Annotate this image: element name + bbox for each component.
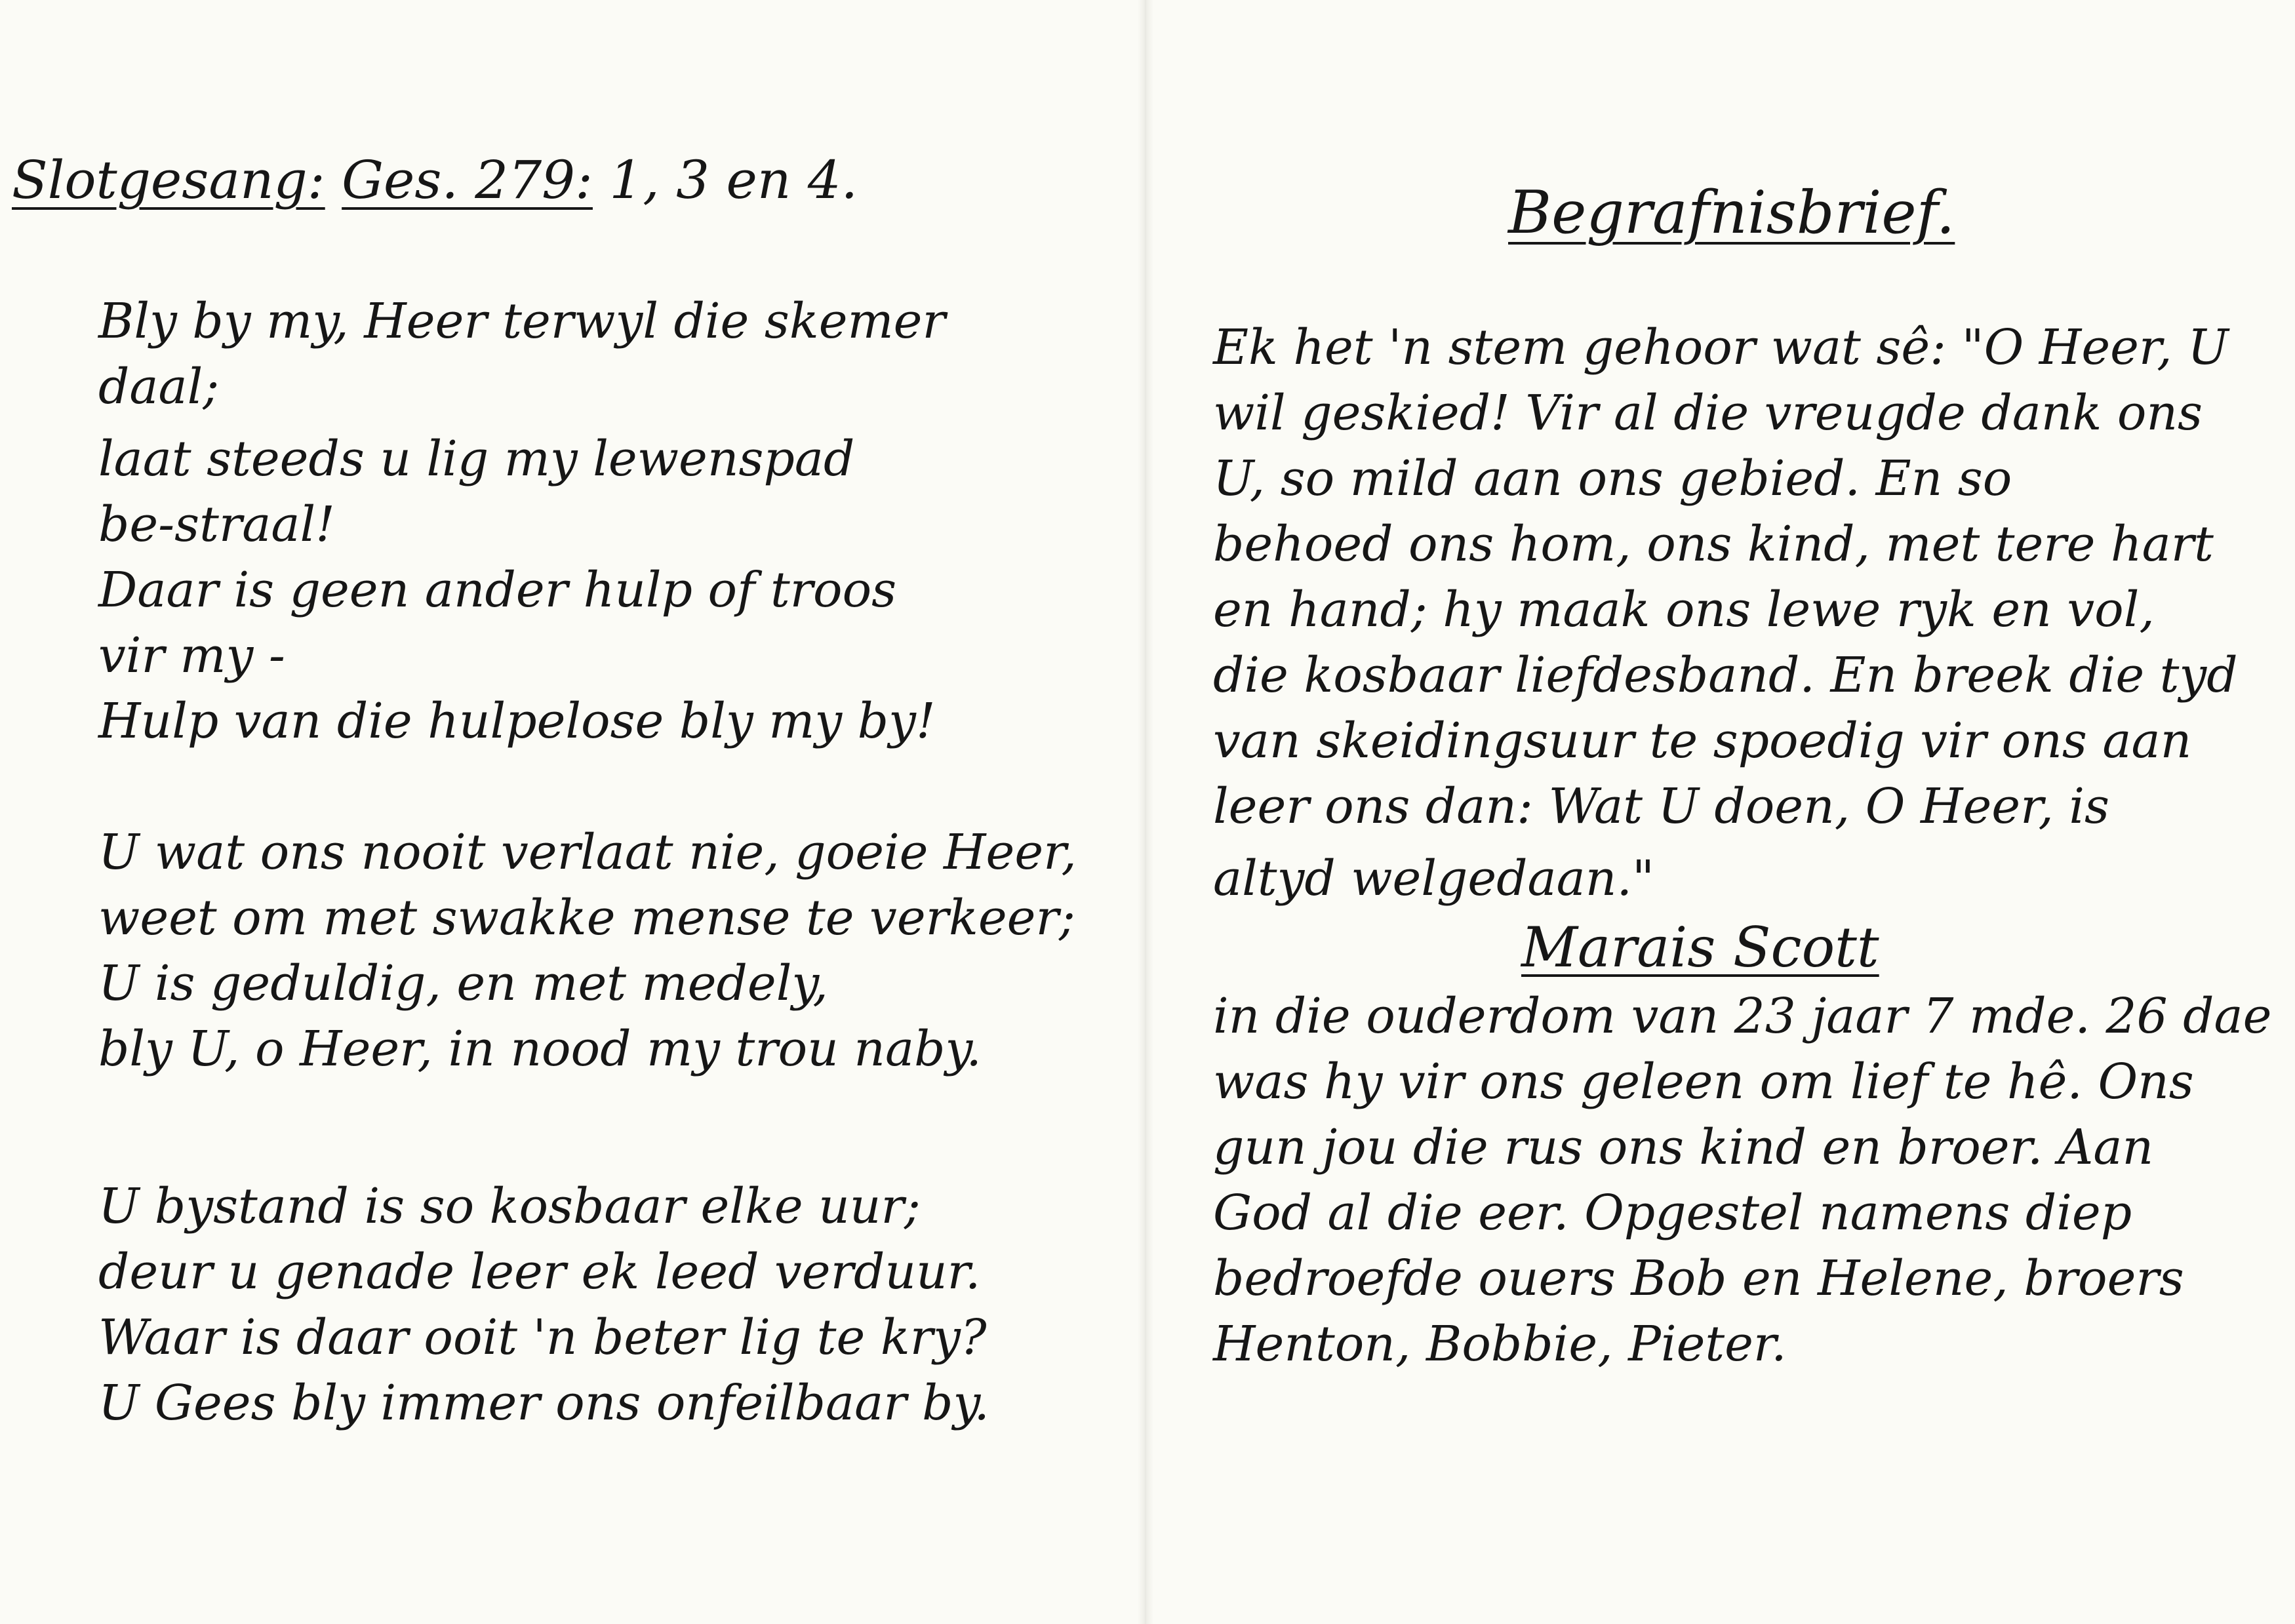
stanza-1-line-4: be-straal! xyxy=(98,496,335,553)
letter-line-4: behoed ons hom, ons kind, met tere hart xyxy=(1213,516,2214,572)
letter-line-2: wil geskied! Vir al die vreugde dank ons xyxy=(1213,385,2203,441)
hymn-heading-label: Slotgesang: xyxy=(12,149,325,210)
closing-line-1: in die ouderdom van 23 jaar 7 mde. 26 dae xyxy=(1213,988,2272,1044)
stanza-2-line-1: U wat ons nooit verlaat nie, goeie Heer, xyxy=(98,824,1077,881)
right-page xyxy=(1154,0,2295,1624)
closing-line-2: was hy vir ons geleen om lief te hê. Ons xyxy=(1213,1054,2194,1110)
hymn-reference: Ges. 279: xyxy=(342,149,593,210)
stanza-2-line-4: bly U, o Heer, in nood my trou naby. xyxy=(98,1021,982,1077)
closing-line-3: gun jou die rus ons kind en broer. Aan xyxy=(1213,1119,2154,1176)
closing-line-6: Henton, Bobbie, Pieter. xyxy=(1213,1316,1787,1372)
stanza-3-line-1: U bystand is so kosbaar elke uur; xyxy=(98,1178,921,1235)
letter-line-5: en hand; hy maak ons lewe ryk en vol, xyxy=(1213,582,2155,638)
letter-line-3: U, so mild aan ons gebied. En so xyxy=(1213,450,2012,507)
letter-line-7: van skeidingsuur te spoedig vir ons aan xyxy=(1213,713,2192,769)
hymn-heading xyxy=(12,141,858,220)
letter-line-6: die kosbaar liefdesband. En breek die tyd xyxy=(1213,647,2238,703)
letter-line-9: altyd welgedaan." xyxy=(1213,850,1655,907)
stanza-2-line-2: weet om met swakke mense te verkeer; xyxy=(98,890,1075,946)
stanza-1-line-6: vir my - xyxy=(98,627,285,684)
letter-line-8: leer ons dan: Wat U doen, O Heer, is xyxy=(1213,778,2110,835)
stanza-2-line-3: U is geduldig, en met medely, xyxy=(98,955,828,1012)
letter-line-1: Ek het 'n stem gehoor wat sê: "O Heer, U xyxy=(1213,319,2229,376)
stanza-1-line-5: Daar is geen ander hulp of troos xyxy=(98,562,897,618)
deceased-name: Marais Scott xyxy=(1521,915,1879,980)
letter-heading: Begrafnisbrief. xyxy=(1508,178,1955,247)
stanza-3-line-2: deur u genade leer ek leed verduur. xyxy=(98,1244,981,1300)
stanza-1-line-3: laat steeds u lig my lewenspad xyxy=(98,431,855,487)
hymn-verses: 1, 3 en 4. xyxy=(609,149,858,210)
stanza-1-line-1: Bly by my, Heer terwyl die skemer xyxy=(98,293,946,349)
stanza-1-line-7: Hulp van die hulpelose bly my by! xyxy=(98,693,936,749)
stanza-1-line-2: daal; xyxy=(98,359,220,415)
stanza-3-line-4: U Gees bly immer ons onfeilbaar by. xyxy=(98,1375,989,1431)
closing-line-5: bedroefde ouers Bob en Helene, broers xyxy=(1213,1250,2184,1307)
stanza-3-line-3: Waar is daar ooit 'n beter lig te kry? xyxy=(98,1309,987,1366)
left-page xyxy=(0,0,1144,1624)
closing-line-4: God al die eer. Opgestel namens diep xyxy=(1213,1185,2132,1241)
